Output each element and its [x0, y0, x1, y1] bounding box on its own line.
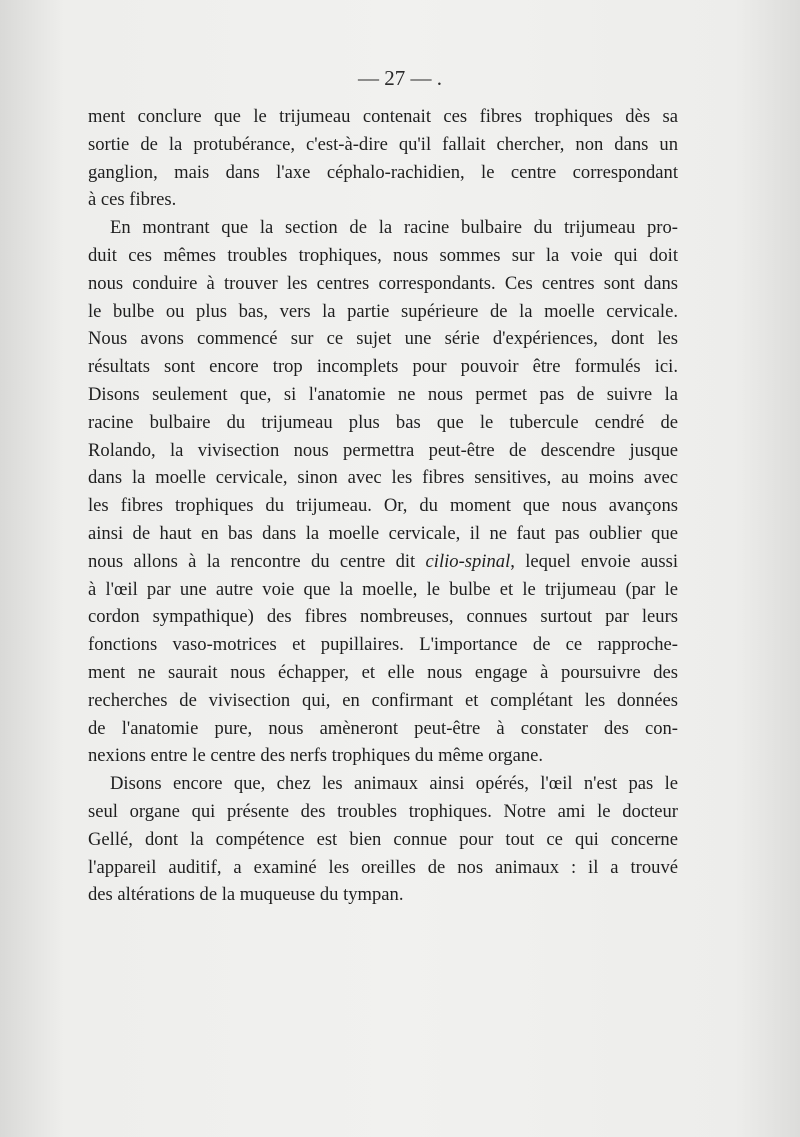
text-line: dans la moelle cervicale, sinon avec les fibres sensitives, au moins avec — [88, 467, 678, 489]
text-line: recherches de vivisection qui, en confirmant et complétant les données — [88, 689, 678, 711]
italic-term: cilio-spinal — [425, 550, 511, 572]
body-text — [88, 103, 678, 909]
text-line: ment ne saurait nous échapper, et elle nous engage à poursuivre des — [88, 661, 678, 683]
text-line: le bulbe ou plus bas, vers la partie supérieure de la moelle cervicale. — [88, 300, 678, 322]
text-line: Disons seulement que, si l'anatomie ne nous permet pas de suivre la — [88, 383, 678, 405]
text-line: duit ces mêmes troubles trophiques, nous sommes sur la voie qui doit — [88, 244, 678, 266]
text-line: racine bulbaire du trijumeau plus bas que le tubercule cendré de — [88, 411, 678, 433]
italic-line-before: nous allons à la rencontre du centre dit — [88, 550, 426, 572]
text-line: à ces fibres. — [88, 189, 177, 211]
text-line: Disons encore que, chez les animaux ainsi opérés, l'œil n'est pas le — [110, 773, 678, 795]
text-line: nexions entre le centre des nerfs trophiques du même organe. — [88, 745, 544, 767]
text-line: ment conclure que le trijumeau contenait ces fibres trophiques dès sa — [88, 106, 678, 127]
paragraph-3 — [88, 770, 678, 909]
text-line: Nous avons commencé sur ce sujet une série d'expériences, dont les — [88, 328, 678, 350]
text-line: Gellé, dont la compétence est bien connue pour tout ce qui concerne — [88, 828, 678, 850]
text-line: Rolando, la vivisection nous permettra peut-être de descendre jusque — [88, 439, 678, 461]
text-line: cordon sympathique) des fibres nombreuses, connues surtout par leurs — [88, 606, 678, 628]
text-line: résultats sont encore trop incomplets pour pouvoir être formulés ici. — [88, 356, 678, 378]
paragraph-1 — [88, 103, 678, 214]
text-line: l'appareil auditif, a examiné les oreilles de nos animaux : il a trouvé — [88, 856, 678, 878]
text-line: En montrant que la section de la racine bulbaire du trijumeau pro- — [110, 217, 678, 239]
text-line: seul organe qui présente des troubles trophiques. Notre ami le docteur — [88, 800, 678, 822]
text-line: de l'anatomie pure, nous amèneront peut-être à constater des con- — [88, 717, 678, 739]
text-line: ganglion, mais dans l'axe céphalo-rachidien, le centre correspondant — [88, 161, 678, 183]
text-line: à l'œil par une autre voie que la moelle, le bulbe et le trijumeau (par le — [88, 578, 678, 600]
text-line-with-italic — [88, 548, 678, 576]
text-line: des altérations de la muqueuse du tympan. — [88, 884, 404, 906]
text-line: fonctions vaso-motrices et pupillaires. L'importance de ce rapproche- — [88, 634, 678, 656]
text-line: nous conduire à trouver les centres correspondants. Ces centres sont dans — [88, 272, 678, 294]
paragraph-2 — [88, 214, 678, 770]
italic-line-after: , lequel envoie aussi — [510, 550, 678, 572]
text-line: les fibres trophiques du trijumeau. Or, du moment que nous avançons — [88, 495, 678, 517]
page-number: — 27 — . — [358, 66, 442, 90]
text-line: ainsi de haut en bas dans la moelle cervicale, il ne faut pas oublier que — [88, 522, 678, 544]
text-line: sortie de la protubérance, c'est-à-dire qu'il fallait chercher, non dans un — [88, 133, 678, 155]
